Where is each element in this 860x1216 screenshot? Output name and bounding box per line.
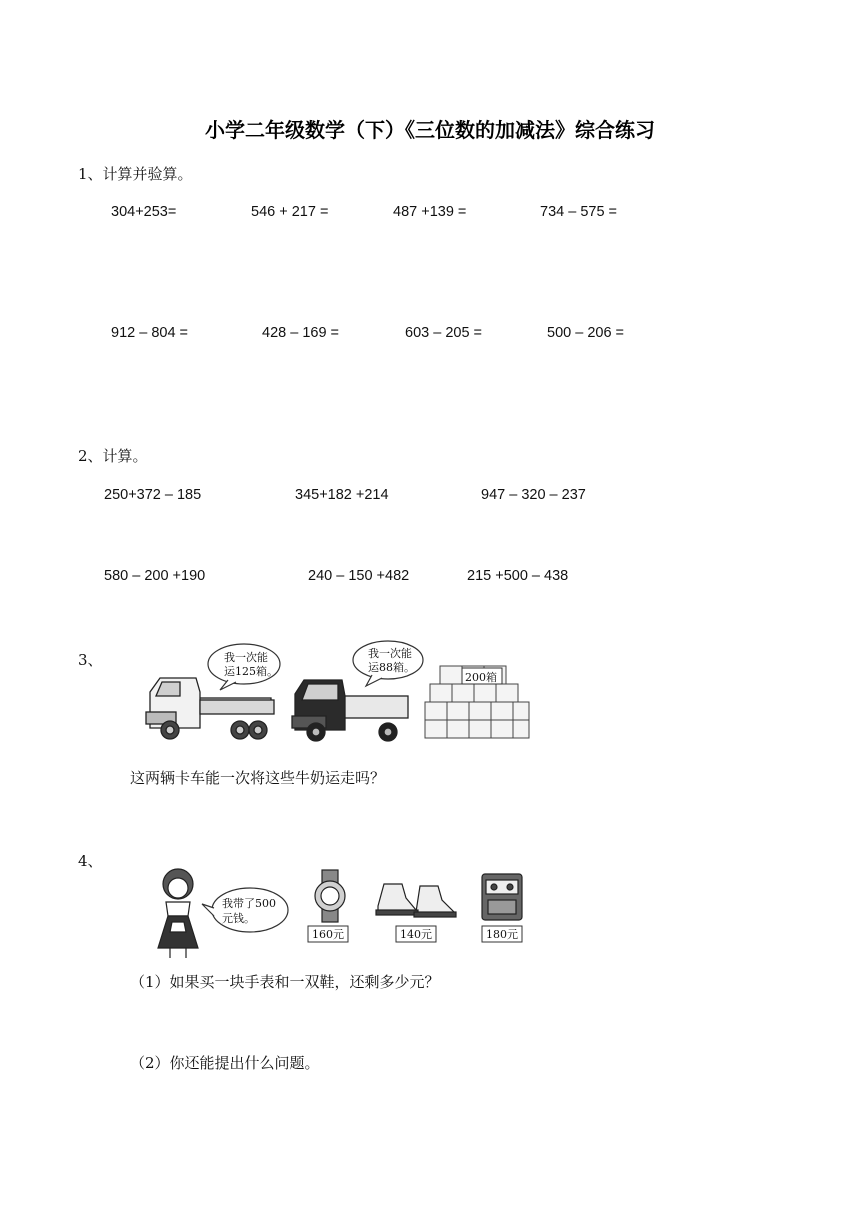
truck-1-icon — [146, 678, 274, 739]
radio-icon — [482, 874, 522, 920]
truck-2-icon — [292, 680, 408, 741]
q4-subquestion-1: （1）如果买一块手表和一双鞋，还剩多少元？ — [130, 973, 440, 991]
q1-expression: 603 – 205 = — [405, 325, 483, 341]
q4-number: 4、 — [78, 852, 103, 870]
trucks-illustration — [140, 640, 535, 745]
q2-expression: 580 – 200 +190 — [104, 568, 206, 584]
page-title: 小学二年级数学（下）《三位数的加减法》综合练习 — [205, 118, 655, 142]
q2-expression: 250+372 – 185 — [104, 487, 202, 503]
bubble-1-line2: 运125箱。 — [224, 665, 278, 678]
q2-expression: 345+182 +214 — [295, 487, 389, 503]
speech-bubble-1 — [208, 644, 280, 690]
q1-expression: 500 – 206 = — [547, 325, 625, 341]
bubble-1-line1: 我一次能 — [224, 651, 268, 664]
q2-expression: 947 – 320 – 237 — [481, 487, 586, 503]
girl-bubble-line1: 我带了500 — [222, 897, 276, 910]
watch-icon — [315, 870, 345, 922]
price-watch: 160元 — [312, 928, 344, 941]
girl-bubble-line2: 元钱。 — [222, 912, 255, 925]
shoes-icon — [376, 884, 456, 917]
stack-label: 200箱 — [465, 671, 497, 684]
shopping-illustration — [148, 862, 533, 962]
speech-bubble-2 — [353, 641, 423, 686]
price-radio: 180元 — [486, 928, 518, 941]
bubble-2-line2: 运88箱。 — [368, 661, 415, 674]
q1-expression: 912 – 804 = — [111, 325, 189, 341]
girl-icon — [158, 869, 198, 958]
q1-expression: 487 +139 = — [393, 204, 467, 220]
q1-expression: 304+253= — [111, 204, 177, 220]
q2-heading: 2、计算。 — [78, 447, 148, 465]
q1-heading: 1、计算并验算。 — [78, 165, 193, 183]
q3-number: 3、 — [78, 651, 103, 669]
q2-expression: 215 +500 – 438 — [467, 568, 569, 584]
price-shoes: 140元 — [400, 928, 432, 941]
speech-bubble-girl — [202, 888, 288, 932]
q2-expression: 240 – 150 +482 — [308, 568, 410, 584]
q4-subquestion-2: （2）你还能提出什么问题。 — [130, 1054, 320, 1072]
q1-expression: 734 – 575 = — [540, 204, 618, 220]
q1-expression: 428 – 169 = — [262, 325, 340, 341]
bubble-2-line1: 我一次能 — [368, 647, 412, 660]
q1-expression: 546 + 217 = — [251, 204, 329, 220]
q3-question: 这两辆卡车能一次将这些牛奶运走吗？ — [130, 769, 386, 787]
